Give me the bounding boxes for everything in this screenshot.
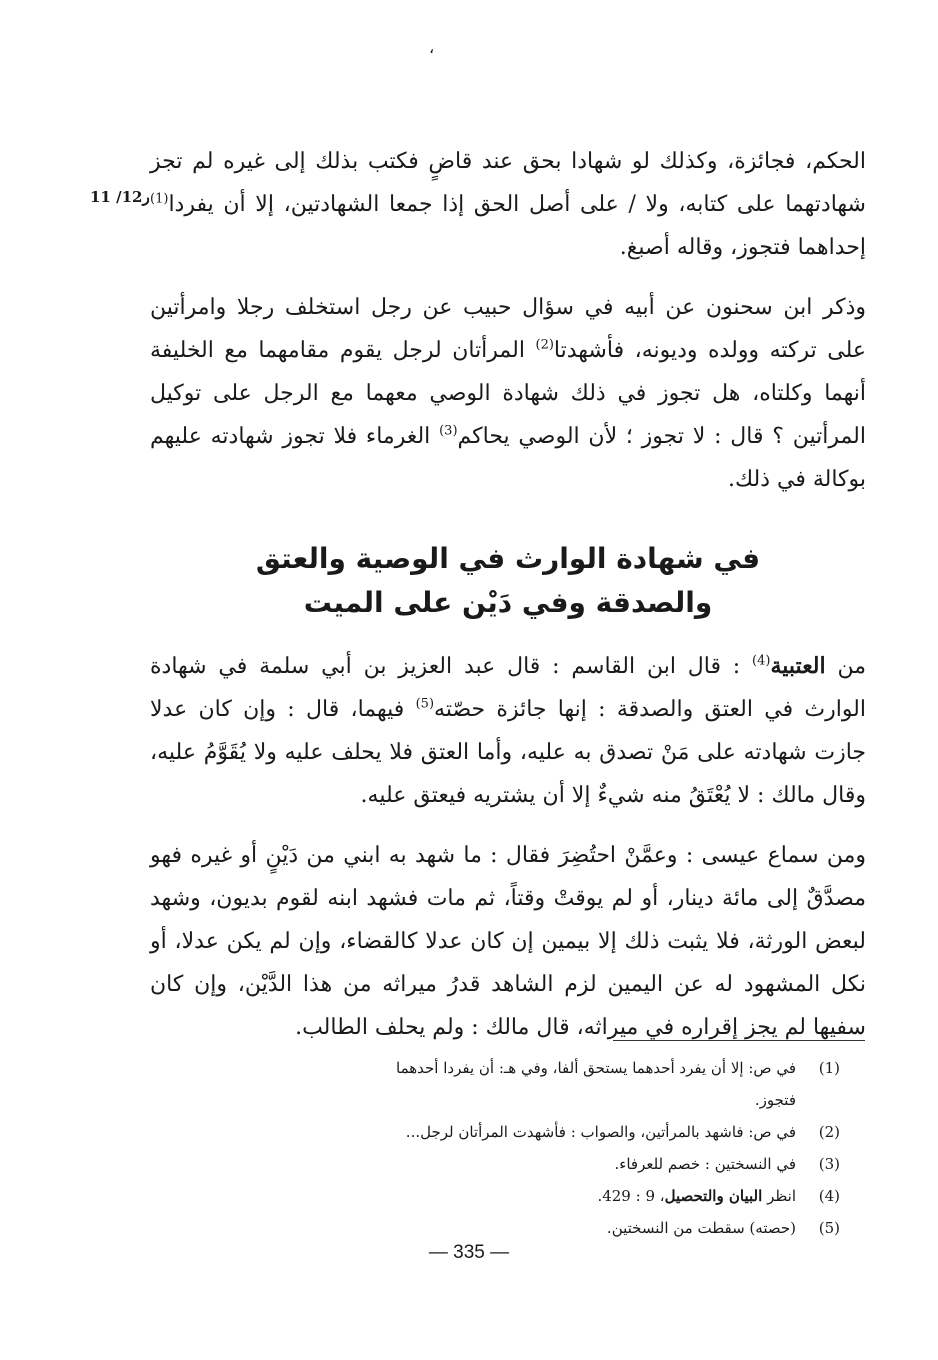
footnote-number: (4) xyxy=(818,1187,840,1205)
footnote-ref-3[interactable]: (3) xyxy=(439,423,458,439)
footnote-ref-1[interactable]: (1) xyxy=(150,191,169,207)
footnote-text xyxy=(597,1180,796,1212)
footnote-divider xyxy=(613,1040,865,1041)
top-mark: ، xyxy=(429,38,435,57)
paragraph-4: ومن سماع عيسى : وعمَّنْ احتُضِرَ فقال : ما شهد به ابني من دَيْنٍ أو غيره فهو مصدَّقٌ إلى مائة دينار، أو لم يوقتْ وقتاً، ثم مات فشهد ابنه لقوم بديون، وشهد لبعض الورثة، فلا يثبت ذلك إلا بيمين إن كان عدلا كالقضاء، وإن لم يكن عدلا، أو نكل المشهود له عن اليمين لزم الشاهد قدرُ ميراثه من هذا الدَّيْن، وإن كان سفيها لم يجز إقراره في ميراثه، قال مالك : ولم يحلف الطالب. xyxy=(150,843,866,1040)
footnote-ref-5[interactable]: (5) xyxy=(415,696,435,712)
footnote-5 xyxy=(360,1212,840,1244)
heading-line-2: والصدقة وفي دَيْن على الميت xyxy=(303,586,713,619)
footnote-2 xyxy=(360,1116,840,1148)
manuscript-folio-ref: 11 /12ر xyxy=(90,188,150,206)
heading-line-1: في شهادة الوارث في الوصية والعتق xyxy=(255,542,761,575)
footnote-4 xyxy=(360,1180,840,1212)
text: انظر xyxy=(762,1187,796,1205)
paragraph-2 xyxy=(150,286,866,501)
footnote-number: (5) xyxy=(818,1219,840,1237)
footnote-number: (3) xyxy=(818,1155,840,1173)
text: من xyxy=(825,654,866,679)
text: الغرماء فلا تجوز شهادته عليهم بوكالة في ذلك. xyxy=(150,424,866,492)
text: فيهما، قال : وإن كان عدلا جازت شهادته على مَنْ تصدق به عليه، وأما العتق فلا يحلف عليه ولا يُقَوَّمُ عليه، وقال مالك : لا يُعْتَقُ منه شيءٌ إلا أن يشتريه فيعتق عليه. xyxy=(150,697,866,808)
book-title: البيان والتحصيل xyxy=(664,1187,763,1205)
section-heading xyxy=(150,537,866,625)
text: ، 9 : 429. xyxy=(597,1187,665,1205)
text: المرأتان لرجل يقوم مقامهما مع الخليفة أنهما وكلتاه، هل تجوز في ذلك شهادة الوصي معهما مع الرجل على توكيل المرأتين ؟ قال : لا تجوز ؛ لأن الوصي يحاكم xyxy=(150,338,866,449)
text: : قال ابن القاسم : قال عبد العزيز بن أبي سلمة في شهادة الوارث في العتق والصدقة : إنها جائزة حصّته xyxy=(150,654,866,722)
footnote-text: في ص: فاشهد بالمرأتين، والصواب : فأشهدت المرأتان لرجل... xyxy=(405,1123,796,1141)
footnote-text: (حصته) سقطت من النسختين. xyxy=(606,1219,796,1237)
page-number: — 335 — xyxy=(428,1242,510,1263)
paragraph-3 xyxy=(150,645,866,817)
footnotes xyxy=(360,1052,840,1244)
footnote-1 xyxy=(360,1052,840,1116)
text: إحداهما فتجوز، وقاله أصبغ. xyxy=(619,235,866,260)
footnote-text: في النسختين : خصم للعرفاء. xyxy=(614,1155,796,1173)
page-body xyxy=(150,140,866,1049)
footnote-number: (2) xyxy=(818,1123,840,1141)
footnote-3 xyxy=(360,1148,840,1180)
paragraph-1 xyxy=(150,140,866,269)
text: وذكر ابن سحنون عن أبيه في سؤال حبيب عن رجل استخلف رجلا وامرأتين على تركته وولده وديونه، فأشهدتا xyxy=(150,295,866,363)
text: الحكم، فجائزة، وكذلك لو شهادا بحق عند قاضٍ فكتب بذلك إلى غيره لم تجز شهادتهما على كتابه، ولا / على أصل الحق إذا جمعا الشهادتين، إلا أن يفردا xyxy=(150,149,866,217)
footnote-text: في ص: إلا أن يفرد أحدهما يستحق ألفا، وفي هـ: أن يفردا أحدهما فتجوز. xyxy=(396,1059,796,1109)
source-title: العتبية xyxy=(770,653,826,679)
footnote-ref-4[interactable]: (4) xyxy=(752,653,771,669)
footnote-number: (1) xyxy=(818,1059,840,1077)
footnote-ref-2[interactable]: (2) xyxy=(535,337,554,353)
